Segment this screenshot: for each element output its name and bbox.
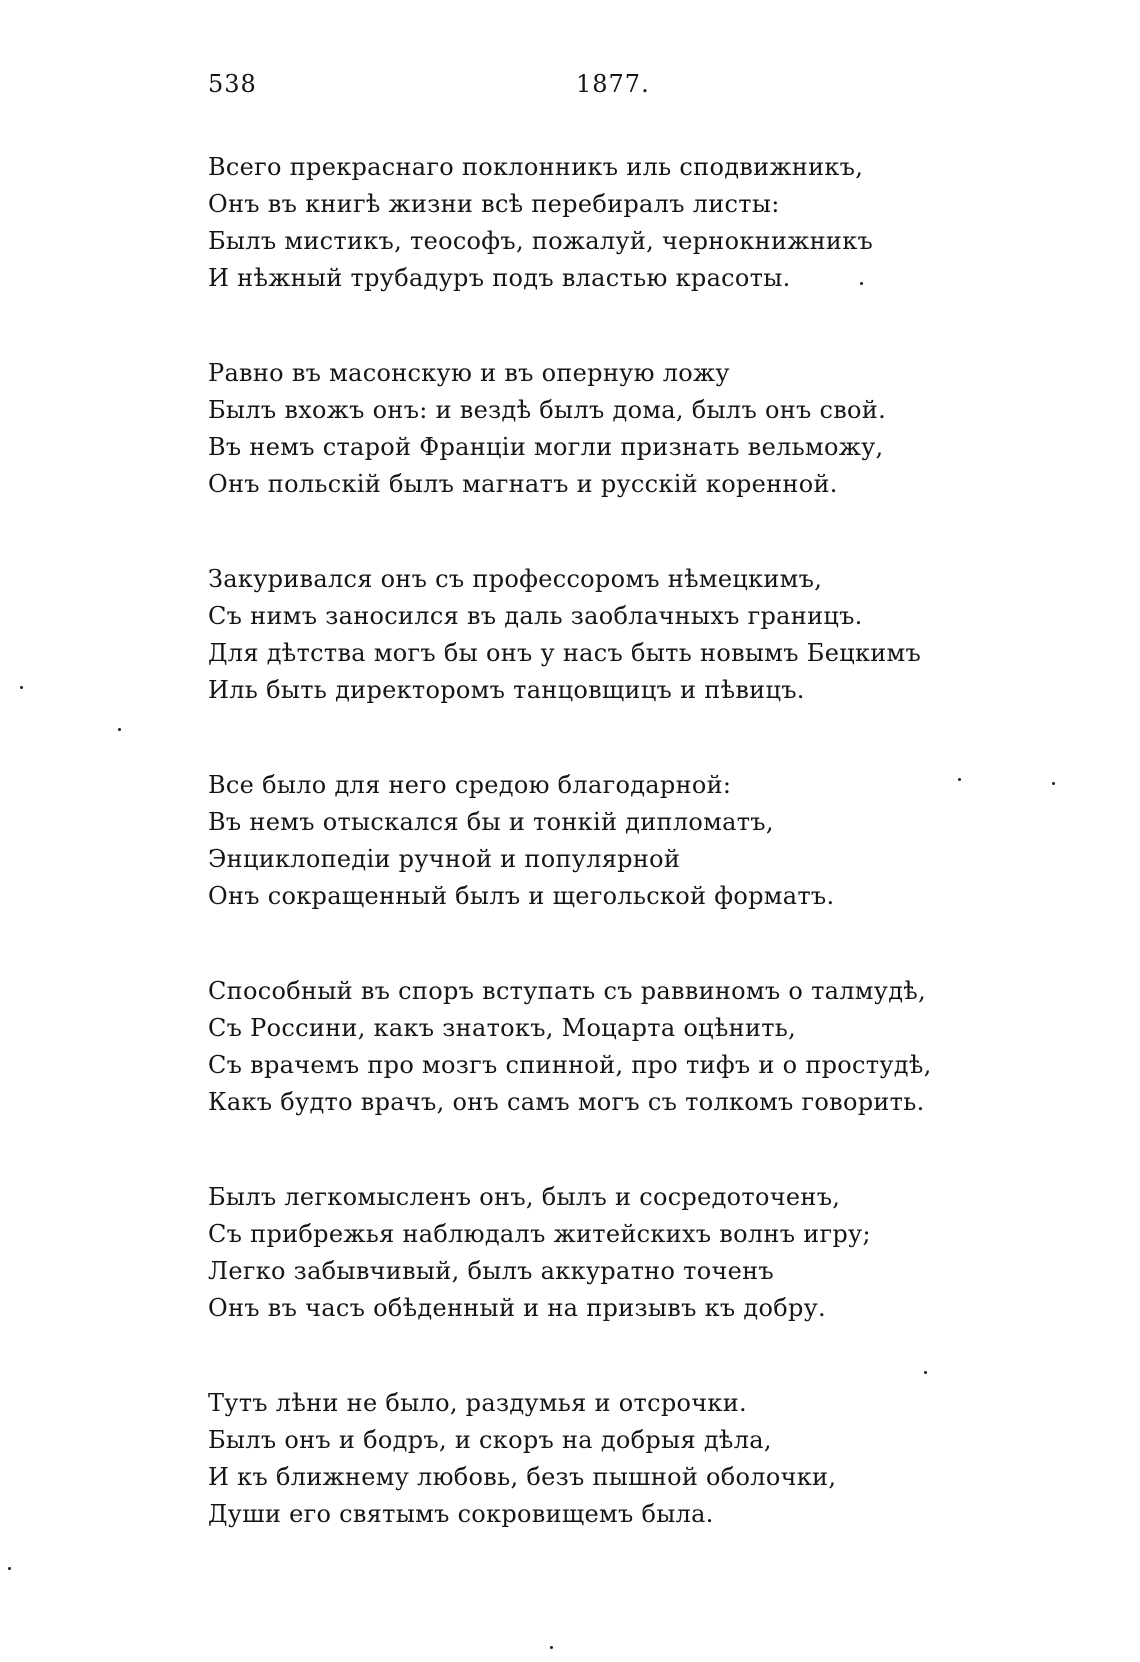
scan-speck <box>1052 782 1055 785</box>
poem-line: Для дѣтства могъ бы онъ у насъ быть новымъ Бецкимъ <box>208 639 922 667</box>
poem-line: Какъ будто врачъ, онъ самъ могъ съ толкомъ говорить. <box>208 1088 925 1116</box>
poem-line: Онъ польскій былъ магнатъ и русскій коренной. <box>208 470 838 498</box>
poem-line: Былъ легкомысленъ онъ, былъ и сосредоточенъ, <box>208 1183 841 1211</box>
poem-line: И къ ближнему любовь, безъ пышной оболочки, <box>208 1463 837 1491</box>
poem-line: Съ врачемъ про мозгъ спинной, про тифъ и о простудѣ, <box>208 1051 932 1079</box>
stanza-6 <box>208 1179 1008 1327</box>
poem-line: Все было для него средою благодарной: <box>208 771 732 799</box>
poem-line: Былъ вхожъ онъ: и вездѣ былъ дома, былъ онъ свой. <box>208 396 887 424</box>
poem-line: Иль быть директоромъ танцовщицъ и пѣвицъ. <box>208 676 805 704</box>
poem-line: Въ немъ старой Франціи могли признать вельможу, <box>208 433 884 461</box>
poem-line: Тутъ лѣни не было, раздумья и отсрочки. <box>208 1389 747 1417</box>
poem-line: Равно въ масонскую и въ оперную ложу <box>208 359 730 387</box>
poem-line: Души его святымъ сокровищемъ была. <box>208 1500 714 1528</box>
scan-speck <box>118 728 121 731</box>
running-header <box>0 70 1140 110</box>
scan-speck <box>20 686 23 689</box>
poem-line: Онъ сокращенный былъ и щегольской форматъ. <box>208 882 835 910</box>
poem-line: Энциклопедіи ручной и популярной <box>208 845 681 873</box>
poem-line: Всего прекраснаго поклонникъ иль сподвижникъ, <box>208 153 864 181</box>
poem-line: Съ нимъ заносился въ даль заоблачныхъ границъ. <box>208 602 863 630</box>
stanza-5 <box>208 973 1008 1121</box>
poem-line: Былъ мистикъ, теософъ, пожалуй, чернокнижникъ <box>208 227 874 255</box>
poem-line: Онъ въ часъ обѣденный и на призывъ къ добру. <box>208 1294 826 1322</box>
poem-line: Съ прибрежья наблюдалъ житейскихъ волнъ игру; <box>208 1220 871 1248</box>
poem-line: Легко забывчивый, былъ аккуратно точенъ <box>208 1257 774 1285</box>
scan-speck <box>550 1646 553 1649</box>
stanza-1 <box>208 149 1008 297</box>
poem-line: Онъ въ книгѣ жизни всѣ перебиралъ листы: <box>208 190 780 218</box>
scan-speck <box>860 282 863 285</box>
stanza-4 <box>208 767 1008 915</box>
poem-line: Въ немъ отыскался бы и тонкій дипломатъ, <box>208 808 774 836</box>
scan-speck <box>8 1567 11 1570</box>
scan-speck <box>958 778 961 781</box>
poem-body <box>208 149 1008 1591</box>
scan-speck <box>924 1371 927 1374</box>
poem-line: Закуривался онъ съ профессоромъ нѣмецкимъ, <box>208 565 823 593</box>
poem-line: Способный въ споръ вступать съ раввиномъ о талмудѣ, <box>208 977 926 1005</box>
stanza-7 <box>208 1385 1008 1533</box>
poem-line: И нѣжный трубадуръ подъ властью красоты. <box>208 264 791 292</box>
running-title-year: 1877. <box>576 70 650 98</box>
stanza-3 <box>208 561 1008 709</box>
poem-line: Съ Россини, какъ знатокъ, Моцарта оцѣнить, <box>208 1014 797 1042</box>
stanza-2 <box>208 355 1008 503</box>
poem-line: Былъ онъ и бодръ, и скоръ на добрыя дѣла, <box>208 1426 772 1454</box>
page-number: 538 <box>208 70 257 98</box>
